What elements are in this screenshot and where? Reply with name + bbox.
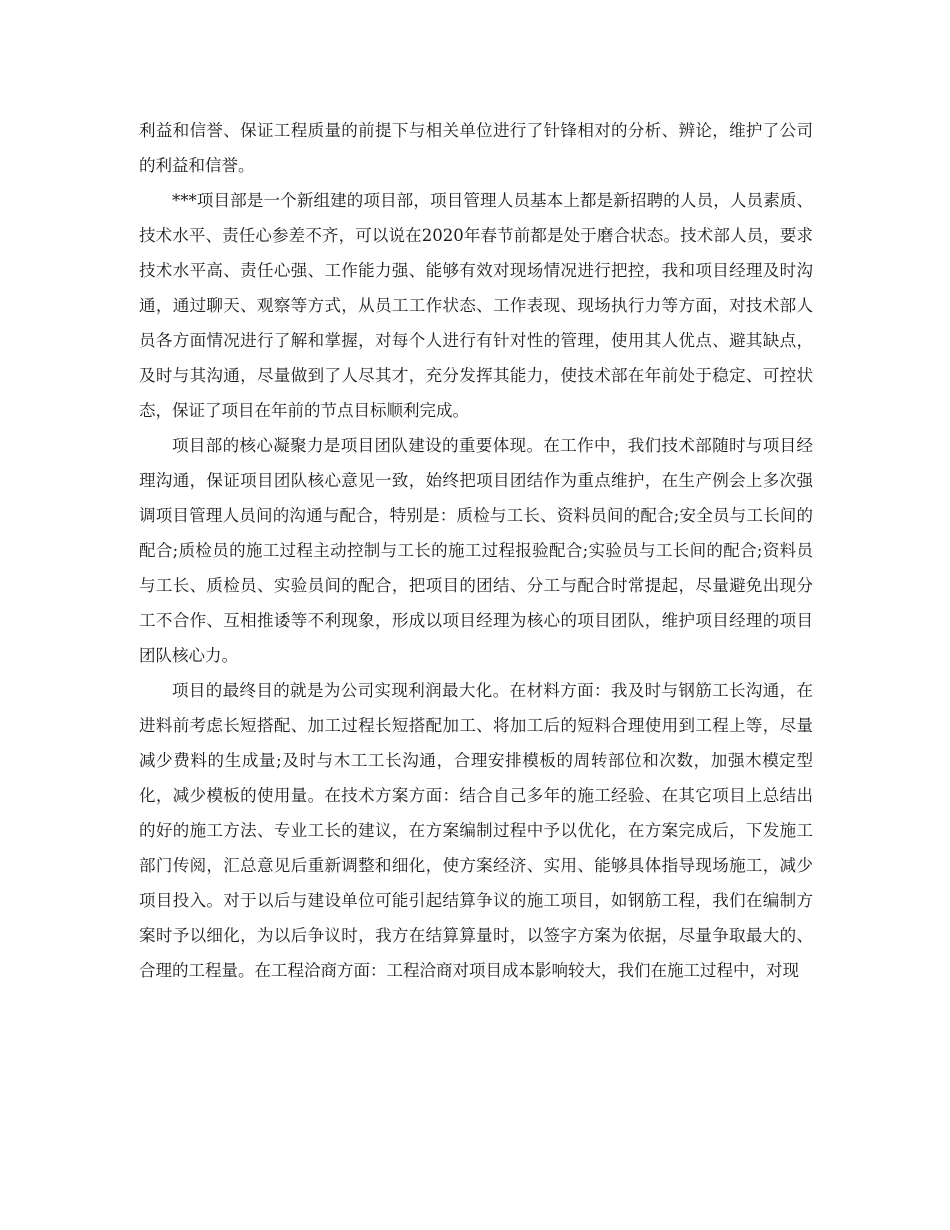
document-body xyxy=(139,113,813,988)
paragraph-2: ***项目部是一个新组建的项目部，项目管理人员基本上都是新招聘的人员，人员素质、技术水平、责任心参差不齐，可以说在2020年春节前都是处于磨合状态。技术部人员，要求技术水平高、责任心强、工作能力强、能够有效对现场情况进行把控，我和项目经理及时沟通，通过聊天、观察等方式，从员工工作状态、工作表现、现场执行力等方面，对技术部人员各方面情况进行了解和掌握，对每个人进行有针对性的管理，使用其人优点、避其缺点，及时与其沟通，尽量做到了人尽其才，充分发挥其能力，使技术部在年前处于稳定、可控状态，保证了项目在年前的节点目标顺利完成。 xyxy=(139,191,813,420)
paragraph-4: 项目的最终目的就是为公司实现利润最大化。在材料方面：我及时与钢筋工长沟通，在进料前考虑长短搭配、加工过程长短搭配加工、将加工后的短料合理使用到工程上等，尽量减少费料的生成量;及时与木工工长沟通，合理安排模板的周转部位和次数，加强木模定型化，减少模板的使用量。在技术方案方面：结合自己多年的施工经验、在其它项目上总结出的好的施工方法、专业工长的建议，在方案编制过程中予以优化，在方案完成后，下发施工部门传阅，汇总意见后重新调整和细化，使方案经济、实用、能够具体指导现场施工，减少项目投入。对于以后与建设单位可能引起结算争议的施工项目，如钢筋工程，我们在编制方案时予以细化，为以后争议时，我方在结算算量时，以签字方案为依据，尽量争取最大的、合理的工程量。在工程洽商方面：工程洽商对项目成本影响较大，我们在施工过程中，对现 xyxy=(139,681,813,980)
paragraph-3: 项目部的核心凝聚力是项目团队建设的重要体现。在工作中，我们技术部随时与项目经理沟通，保证项目团队核心意见一致，始终把项目团结作为重点维护，在生产例会上多次强调项目管理人员间的沟通与配合，特别是：质检与工长、资料员间的配合;安全员与工长间的配合;质检员的施工过程主动控制与工长的施工过程报验配合;实验员与工长间的配合;资料员与工长、质检员、实验员间的配合，把项目的团结、分工与配合时常提起，尽量避免出现分工不合作、互相推诿等不利现象，形成以项目经理为核心的项目团队，维护项目经理的项目团队核心力。 xyxy=(139,436,813,665)
paragraph-1: 利益和信誉、保证工程质量的前提下与相关单位进行了针锋相对的分析、辨论，维护了公司的利益和信誉。 xyxy=(139,121,813,175)
